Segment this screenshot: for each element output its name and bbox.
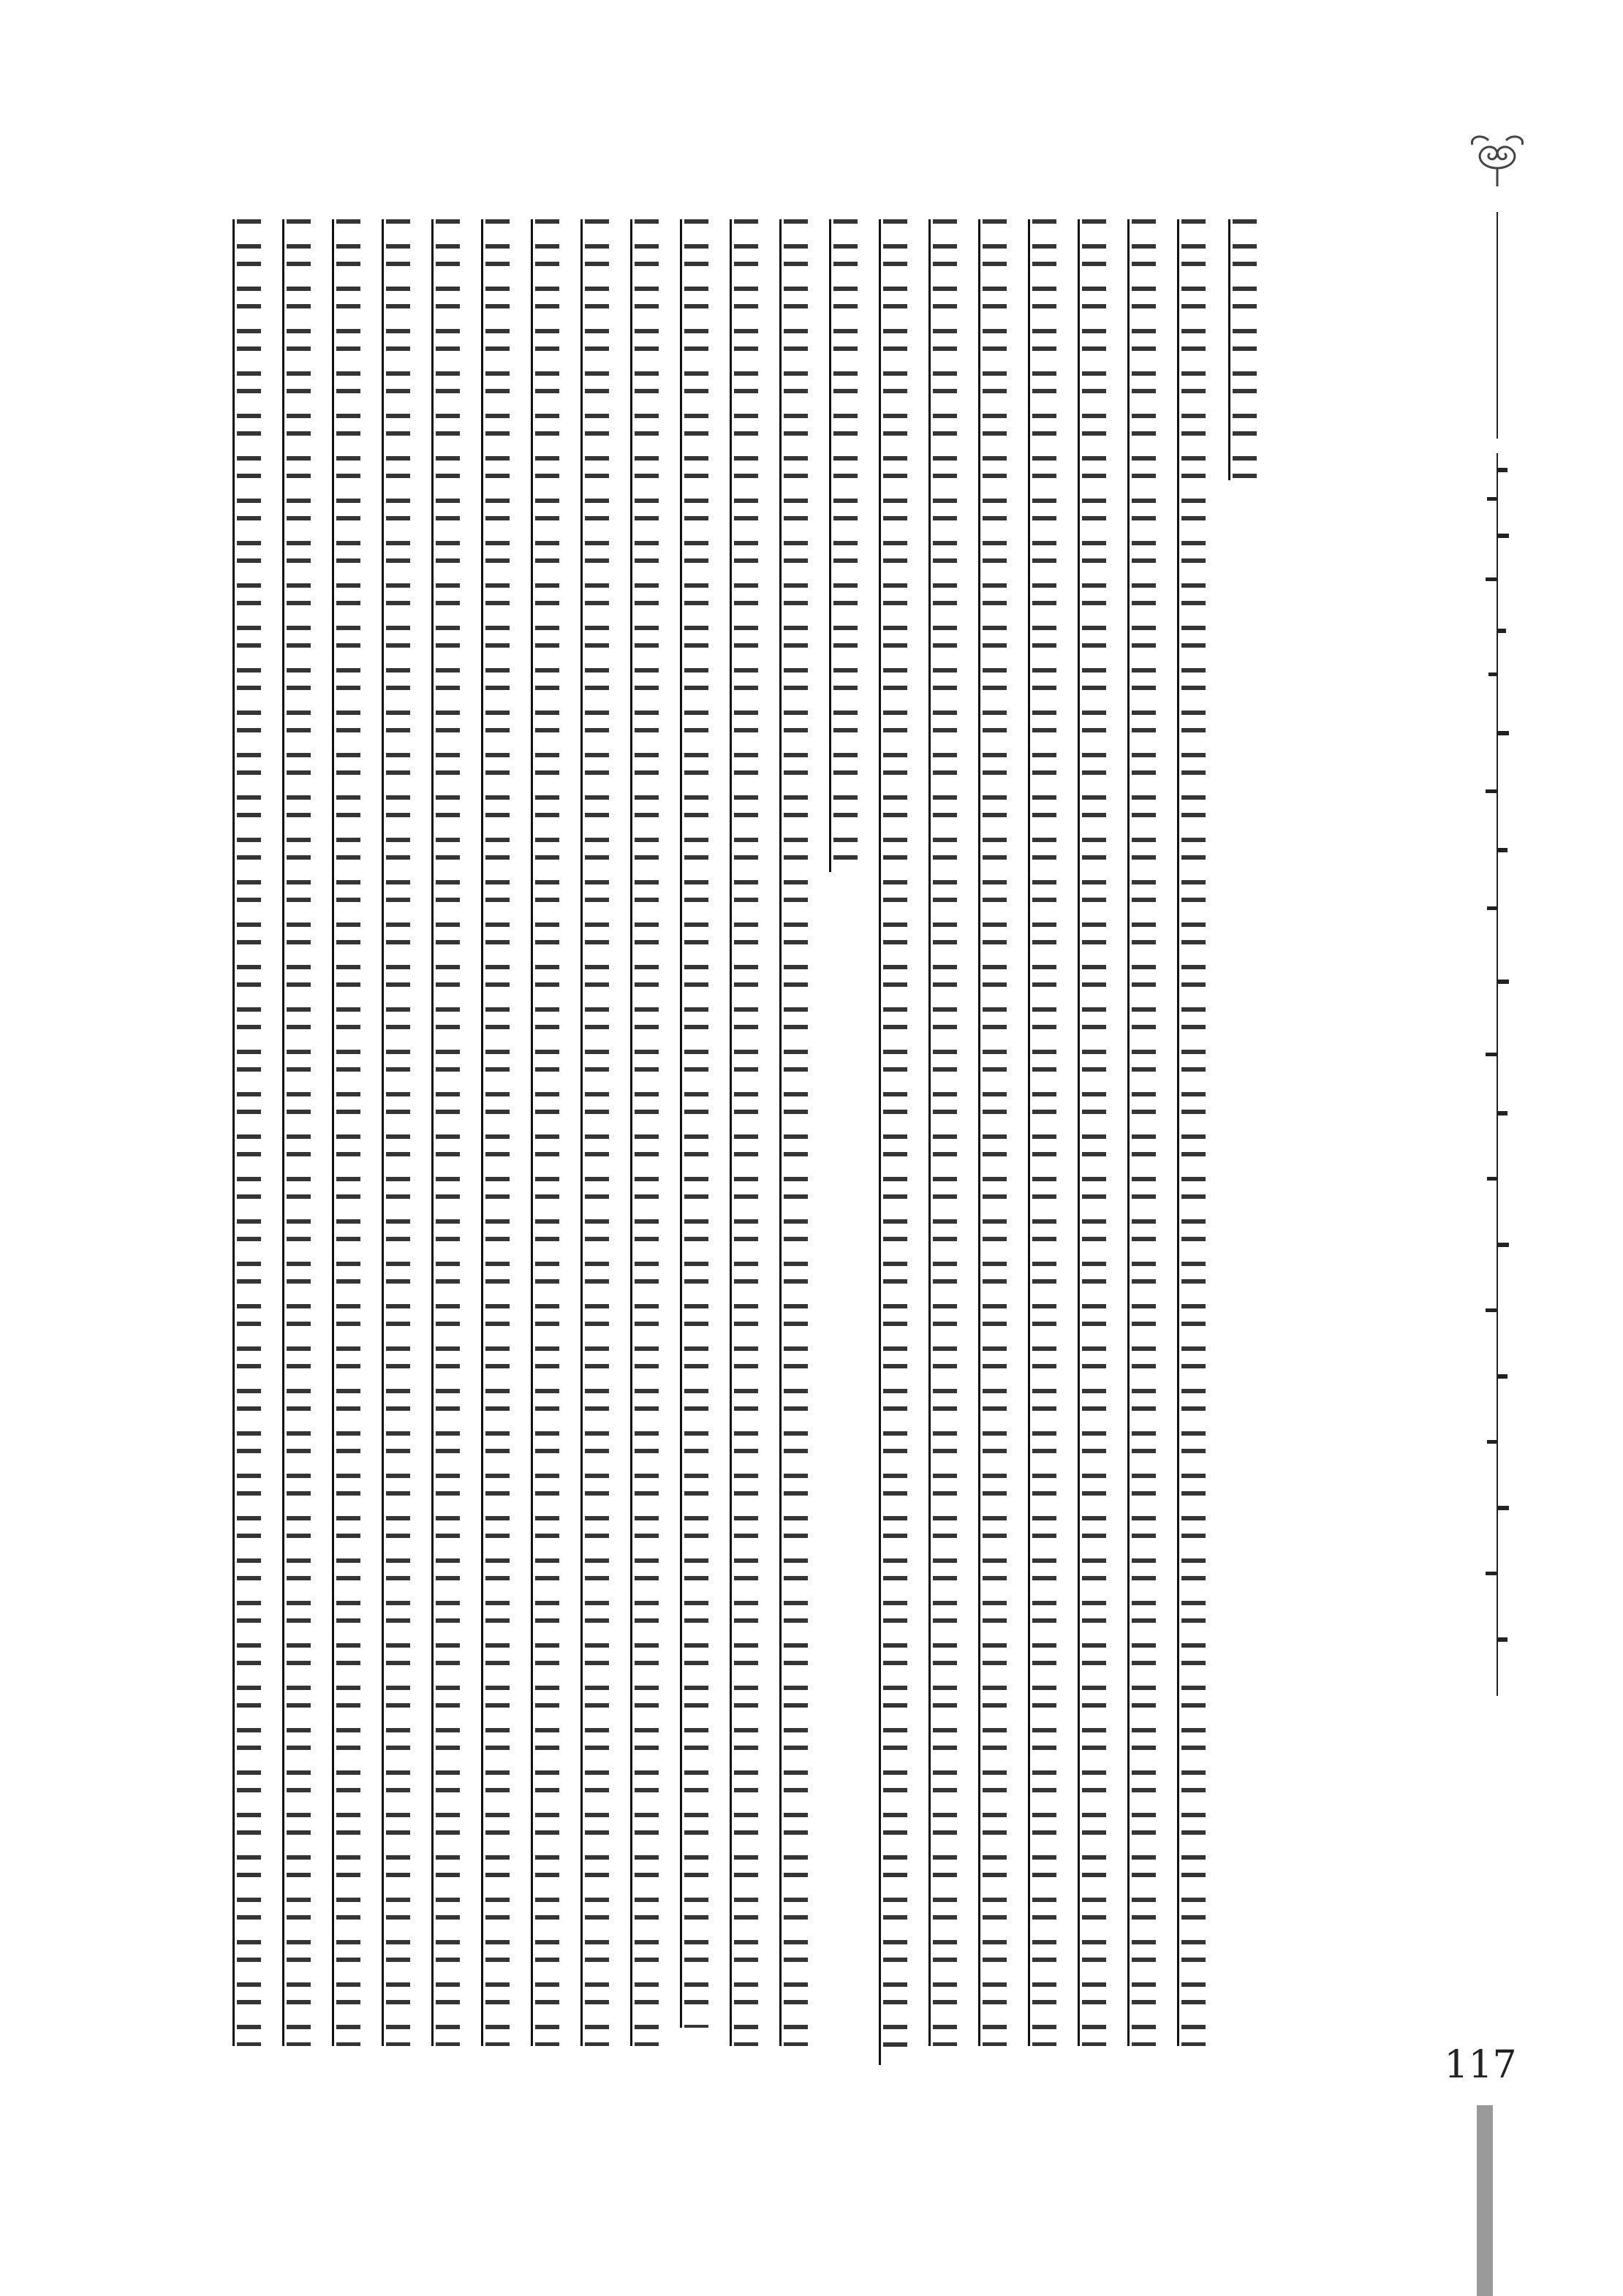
text-line: [282, 219, 311, 2046]
header-rule: [1497, 212, 1498, 439]
text-line: [730, 219, 758, 2046]
text-line: [1078, 219, 1106, 2046]
text-line: [1228, 219, 1257, 480]
text-line: [1028, 219, 1056, 2046]
text-line: [680, 219, 708, 2028]
text-line: [1177, 219, 1206, 2046]
text-line: [829, 219, 858, 872]
text-line: [779, 219, 808, 2046]
text-line: [232, 219, 261, 2046]
text-line: [928, 219, 957, 2046]
running-header-glyphs: [1475, 453, 1519, 1696]
page-number: 117: [1444, 2043, 1517, 2087]
text-line: [531, 219, 559, 2046]
text-line: [431, 219, 460, 2046]
text-line: [1127, 219, 1156, 2046]
ornament-icon: [1453, 124, 1541, 190]
running-header: [1453, 124, 1541, 1557]
running-header-text: [1475, 453, 1519, 1696]
text-line: [332, 219, 360, 2046]
edge-tab: [1477, 2105, 1493, 2296]
text-line: [382, 219, 410, 2046]
text-line: [978, 219, 1007, 2046]
text-line: [481, 219, 510, 2046]
text-line: [879, 219, 907, 2065]
text-line: [580, 219, 609, 2046]
text-line: [630, 219, 659, 2046]
body-text: [183, 219, 1228, 2083]
